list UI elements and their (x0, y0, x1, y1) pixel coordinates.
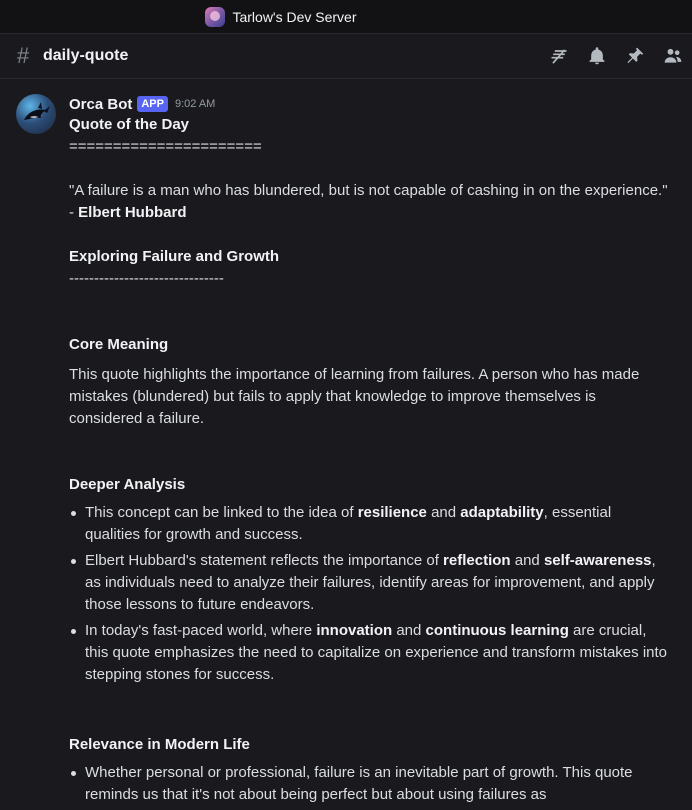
threads-icon[interactable] (548, 45, 570, 67)
message-header (69, 94, 669, 114)
channel-header (0, 33, 692, 79)
quote-title: Quote of the Day (69, 116, 190, 133)
list-item: This concept can be linked to the idea of resilience and adaptability, essential qualities for growth and success. (69, 502, 669, 546)
author-name[interactable]: Orca Bot (69, 95, 133, 113)
quote-author: Elbert Hubbard (78, 204, 187, 221)
message (69, 94, 669, 810)
avatar[interactable] (16, 94, 56, 134)
message-timestamp: 9:02 AM (174, 98, 216, 110)
core-meaning-title: Core Meaning (69, 336, 169, 353)
hash-icon: # (17, 43, 30, 68)
list-item: Elbert Hubbard's statement reflects the importance of reflection and self-awareness, as individuals need to analyze their failures, identify areas for improvement, and apply those lessons to future endeavors. (69, 550, 669, 616)
channel-name: daily-quote (43, 47, 129, 64)
relevance-title: Relevance in Modern Life (69, 736, 250, 753)
server-title-bar (0, 0, 692, 33)
list-item: Whether personal or professional, failure is an inevitable part of growth. This quote reminds us that it's not about being perfect but about using failures as (69, 762, 669, 806)
header-toolbar (548, 45, 684, 67)
pin-icon[interactable] (624, 45, 646, 67)
deeper-analysis-list (69, 502, 669, 686)
list-item: In today's fast-paced world, where innovation and continuous learning are crucial, this quote emphasizes the need to capitalize on experience and transform mistakes into stepping stones for success. (69, 620, 669, 686)
deeper-analysis-title: Deeper Analysis (69, 476, 186, 493)
server-name: Tarlow's Dev Server (232, 8, 357, 25)
message-list[interactable] (0, 79, 692, 803)
core-meaning-text: This quote highlights the importance of learning from failures. A person who has made mistakes (blundered) but fails to apply that knowledge to improve themselves is considered a failure. (69, 366, 640, 427)
section-heading: Exploring Failure and Growth (69, 248, 280, 265)
separator-dash: ------------------------------- (69, 270, 224, 287)
message-content (69, 114, 669, 806)
members-icon[interactable] (662, 45, 684, 67)
quote-text: "A failure is a man who has blundered, but is not capable of cashing in on the experience." - Elbert Hubbard (69, 182, 668, 221)
bell-icon[interactable] (586, 45, 608, 67)
separator-double: ====================== (69, 138, 262, 155)
app-badge: APP (137, 96, 168, 112)
relevance-list (69, 762, 669, 806)
server-icon (205, 7, 225, 27)
server-title[interactable] (205, 7, 356, 27)
